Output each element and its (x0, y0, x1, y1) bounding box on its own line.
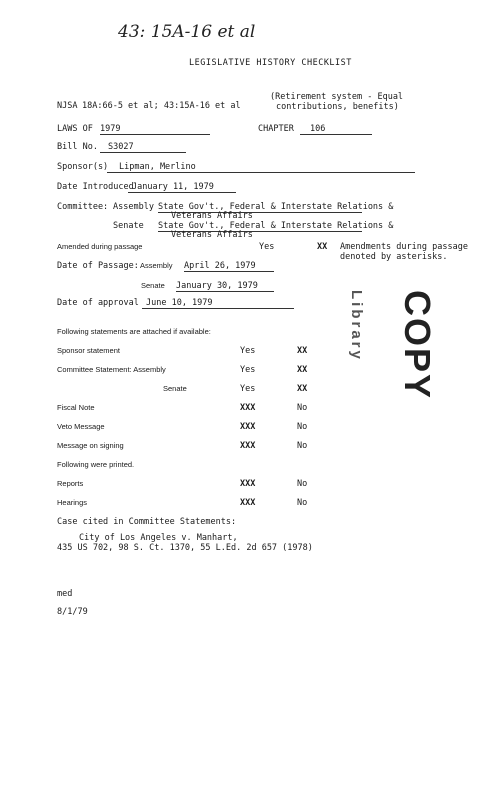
amended-mark: XX (317, 242, 328, 252)
bill-no-label: Bill No. (57, 142, 98, 152)
date-introduced-label: Date Introduced (57, 182, 134, 192)
njsa-note-line1: (Retirement system - Equal (270, 92, 404, 102)
approval-value: June 10, 1979 (142, 298, 294, 309)
row-label-hearings: Hearings (57, 498, 88, 507)
row-no-committee-senate: XX (297, 384, 308, 394)
row-label-committee-senate: Senate (163, 384, 187, 393)
passage-senate-date: January 30, 1979 (176, 281, 274, 292)
row-no-veto-message: No (297, 422, 308, 432)
row-yes-fiscal-note: XXX (240, 403, 256, 413)
committee-assembly-line1: State Gov't., Federal & Interstate Relations & (158, 202, 394, 212)
njsa-label: NJSA (57, 101, 78, 111)
date-mark: 8/1/79 (57, 607, 88, 617)
passage-assembly-date: April 26, 1979 (184, 261, 274, 272)
row-label-reports: Reports (57, 479, 84, 488)
approval-label: Date of approval (57, 298, 139, 308)
committee-senate-label: Senate (113, 221, 144, 231)
amended-label: Amended during passage (57, 242, 143, 251)
row-no-hearings: No (297, 498, 308, 508)
initials: med (57, 589, 73, 599)
row-label-fiscal-note: Fiscal Note (57, 403, 95, 412)
row-yes-message-on-signing: XXX (240, 441, 256, 451)
passage-senate-label: Senate (141, 281, 165, 290)
laws-of-value: 1979 (100, 124, 210, 135)
row-yes-veto-message: XXX (240, 422, 256, 432)
date-introduced-value: January 11, 1979 (128, 182, 236, 193)
row-yes-sponsor-statement: Yes (240, 346, 256, 356)
sponsor-label: Sponsor(s) (57, 162, 109, 172)
committee-label: Committee: (57, 202, 109, 212)
statements-heading: Following statements are attached if available: (57, 327, 211, 336)
row-yes-committee-assembly: Yes (240, 365, 256, 375)
sponsor-value: Lipman, Merlino (107, 162, 415, 173)
njsa-note-line2: contributions, benefits) (276, 102, 399, 112)
passage-label: Date of Passage: (57, 261, 139, 271)
committee-assembly-label: Assembly (113, 202, 154, 212)
row-no-message-on-signing: No (297, 441, 308, 451)
passage-assembly-label: Assembly (140, 261, 173, 270)
committee-senate-line2: Veterans Affairs (171, 230, 253, 240)
row-no-fiscal-note: No (297, 403, 308, 413)
row-label-message-on-signing: Message on signing (57, 441, 124, 450)
case-heading: Case cited in Committee Statements: (57, 517, 237, 527)
row-no-committee-assembly: XX (297, 365, 308, 375)
row-yes-committee-senate: Yes (240, 384, 256, 394)
row-yes-hearings: XXX (240, 498, 256, 508)
row-label-committee-assembly: Committee Statement: Assembly (57, 365, 166, 374)
copy-stamp: COPY (397, 290, 438, 401)
bill-no-value: S3027 (100, 142, 186, 153)
committee-assembly-line2: Veterans Affairs (171, 211, 253, 221)
amendments-note-line2: denoted by asterisks. (340, 252, 448, 262)
library-stamp: Library (348, 290, 365, 362)
case-line1: City of Los Angeles v. Manhart, (79, 533, 238, 543)
chapter-label: CHAPTER (258, 124, 294, 134)
printed-heading: Following were printed. (57, 460, 135, 469)
laws-of-label: LAWS OF (57, 124, 93, 134)
row-label-veto-message: Veto Message (57, 422, 105, 431)
row-no-sponsor-statement: XX (297, 346, 308, 356)
case-line2: 435 US 702, 98 S. Ct. 1370, 55 L.Ed. 2d 657 (1978) (57, 543, 313, 553)
row-yes-reports: XXX (240, 479, 256, 489)
row-no-reports: No (297, 479, 308, 489)
committee-senate-line1: State Gov't., Federal & Interstate Relations & (158, 221, 394, 231)
njsa-value: 18A:66-5 et al; 43:15A-16 et al (82, 101, 241, 111)
chapter-value: 106 (300, 124, 372, 135)
amendments-note-line1: Amendments during passage (340, 242, 468, 252)
row-label-sponsor-statement: Sponsor statement (57, 346, 120, 355)
page-title: LEGISLATIVE HISTORY CHECKLIST (189, 58, 352, 68)
handwritten-reference: 43: 15A-16 et al (118, 22, 256, 42)
amended-yes: Yes (259, 242, 275, 252)
